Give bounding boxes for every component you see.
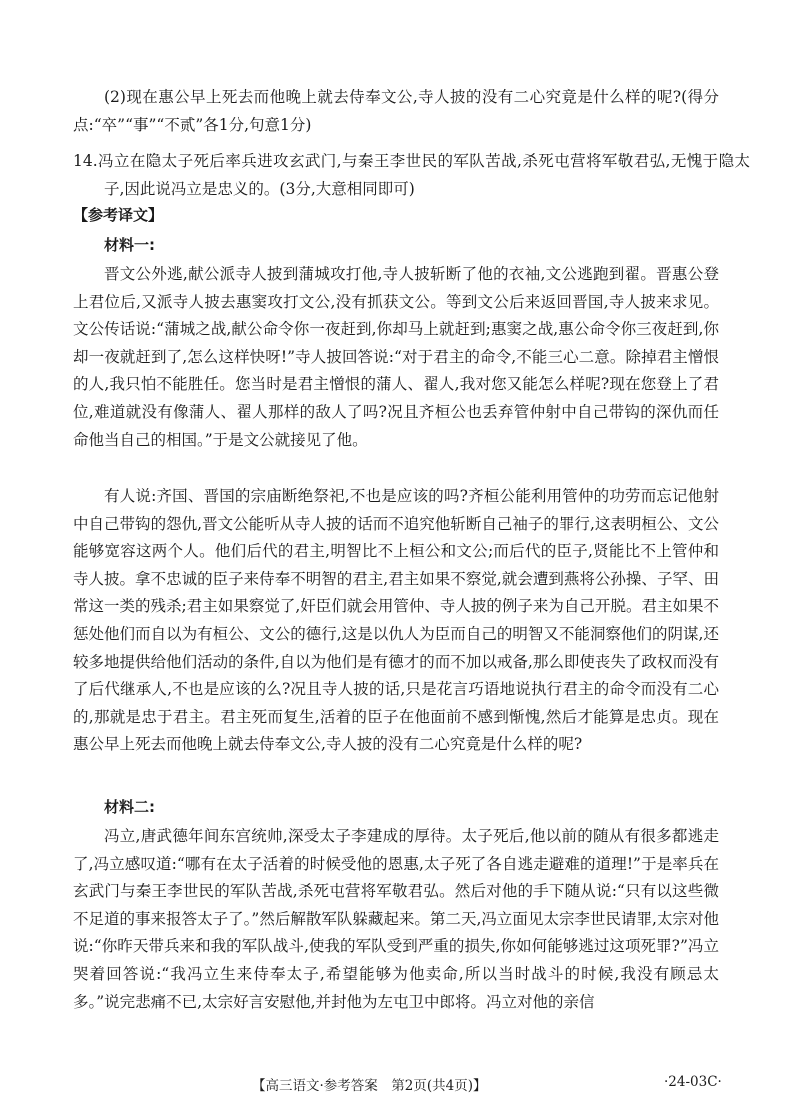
material-1-paragraph-2: 有人说:齐国、晋国的宗庙断绝祭祀,不也是应该的吗?齐桓公能利用管仲的功劳而忘记他射中自己带钩的怨仇,晋文公能听从寺人披的话而不追究他斩断自己袖子的罪行,这表明桓公、文公能够宽容这两个人。他们后代的君主,明智比不上桓公和文公;而后代的臣子,贤能比不上管仲和寺人披。拿不忠诚的臣子来侍奉不明智的君主,君主如果不察觉,就会遭到燕将公孙操、子罕、田常这一类的残杀;君主如果察觉了,奸臣们就会用管仲、寺人披的例子来为自己开脱。君主如果不惩处他们而自以为有桓公、文公的德行,这是以仇人为臣而自己的明智又不能洞察他们的阴谋,还较多地提供给他们活动的条件,自以为他们是有德才的而不加以戒备,那么即使丧失了政权而没有了后代继承人,不也是应该的么?况且寺人披的话,只是花言巧语地说执行君主的命令而没有二心的,那就是忠于君主。君主死而复生,活着的臣子在他面前不感到惭愧,然后才能算是忠贞。现在惠公早上死去而他晚上就去侍奉文公,寺人披的没有二心究竟是什么样的呢? — [73, 487, 719, 754]
footer-page-info: 【高三语文·参考答案 第2页(共4页)】 — [252, 1078, 487, 1094]
material-2-label: 材料二: — [104, 798, 155, 816]
material-2-paragraph-1: 冯立,唐武德年间东宫统帅,深受太子李建成的厚待。太子死后,他以前的随从有很多都逃走了,冯立感叹道:“哪有在太子活着的时候受他的恩惠,太子死了各自逃走避难的道理!”于是率兵在玄武门与秦王李世民的军队苦战,杀死屯营将军敬君弘。然后对他的手下随从说:“只有以这些微不足道的事来报答太子了。”然后解散军队躲藏起来。第二天,冯立面见太宗李世民请罪,太宗对他说:“你昨天带兵来和我的军队战斗,使我的军队受到严重的损失,你如何能够逃过这项死罪?”冯立哭着回答说:“我冯立生来侍奉太子,希望能够为他卖命,所以当时战斗的时候,我没有顾忌太多。”说完悲痛不已,太宗好言安慰他,并封他为左屯卫中郎将。冯立对他的亲信 — [73, 827, 719, 1011]
translation-heading: 【参考译文】 — [73, 206, 164, 224]
material-1-paragraph-1: 晋文公外逃,献公派寺人披到蒲城攻打他,寺人披斩断了他的衣袖,文公逃跑到翟。晋惠公登上君位后,又派寺人披去惠窦攻打文公,没有抓获文公。等到文公后来返回晋国,寺人披来求见。文公传话说:“蒲城之战,献公命令你一夜赶到,你却马上就赶到;惠窦之战,惠公命令你三夜赶到,你却一夜就赶到了,怎么这样快呀!”寺人披回答说:“对于君主的命令,不能三心二意。除掉君主憎恨的人,我只怕不能胜任。您当时是君主憎恨的蒲人、翟人,我对您又能怎么样呢?现在您登上了君位,难道就没有像蒲人、翟人那样的敌人了吗?况且齐桓公也丢弃管仲射中自己带钩的深仇而任命他当自己的相国。”于是文公就接见了他。 — [73, 265, 719, 449]
material-1-label: 材料一: — [104, 236, 155, 254]
footer-exam-code: ·24-03C· — [664, 1074, 722, 1090]
answer-14: 14.冯立在隐太子死后率兵进攻玄武门,与秦王李世民的军队苦战,杀死屯营将军敬君弘,无愧于隐太子,因此说冯立是忠义的。(3分,大意相同即可) — [73, 152, 750, 198]
page-footer — [0, 1074, 794, 1104]
answer-13-2: (2)现在惠公早上死去而他晚上就去侍奉文公,寺人披的没有二心究竟是什么样的呢?(得分点:“卒”“事”“不贰”各1分,句意1分) — [73, 88, 719, 134]
